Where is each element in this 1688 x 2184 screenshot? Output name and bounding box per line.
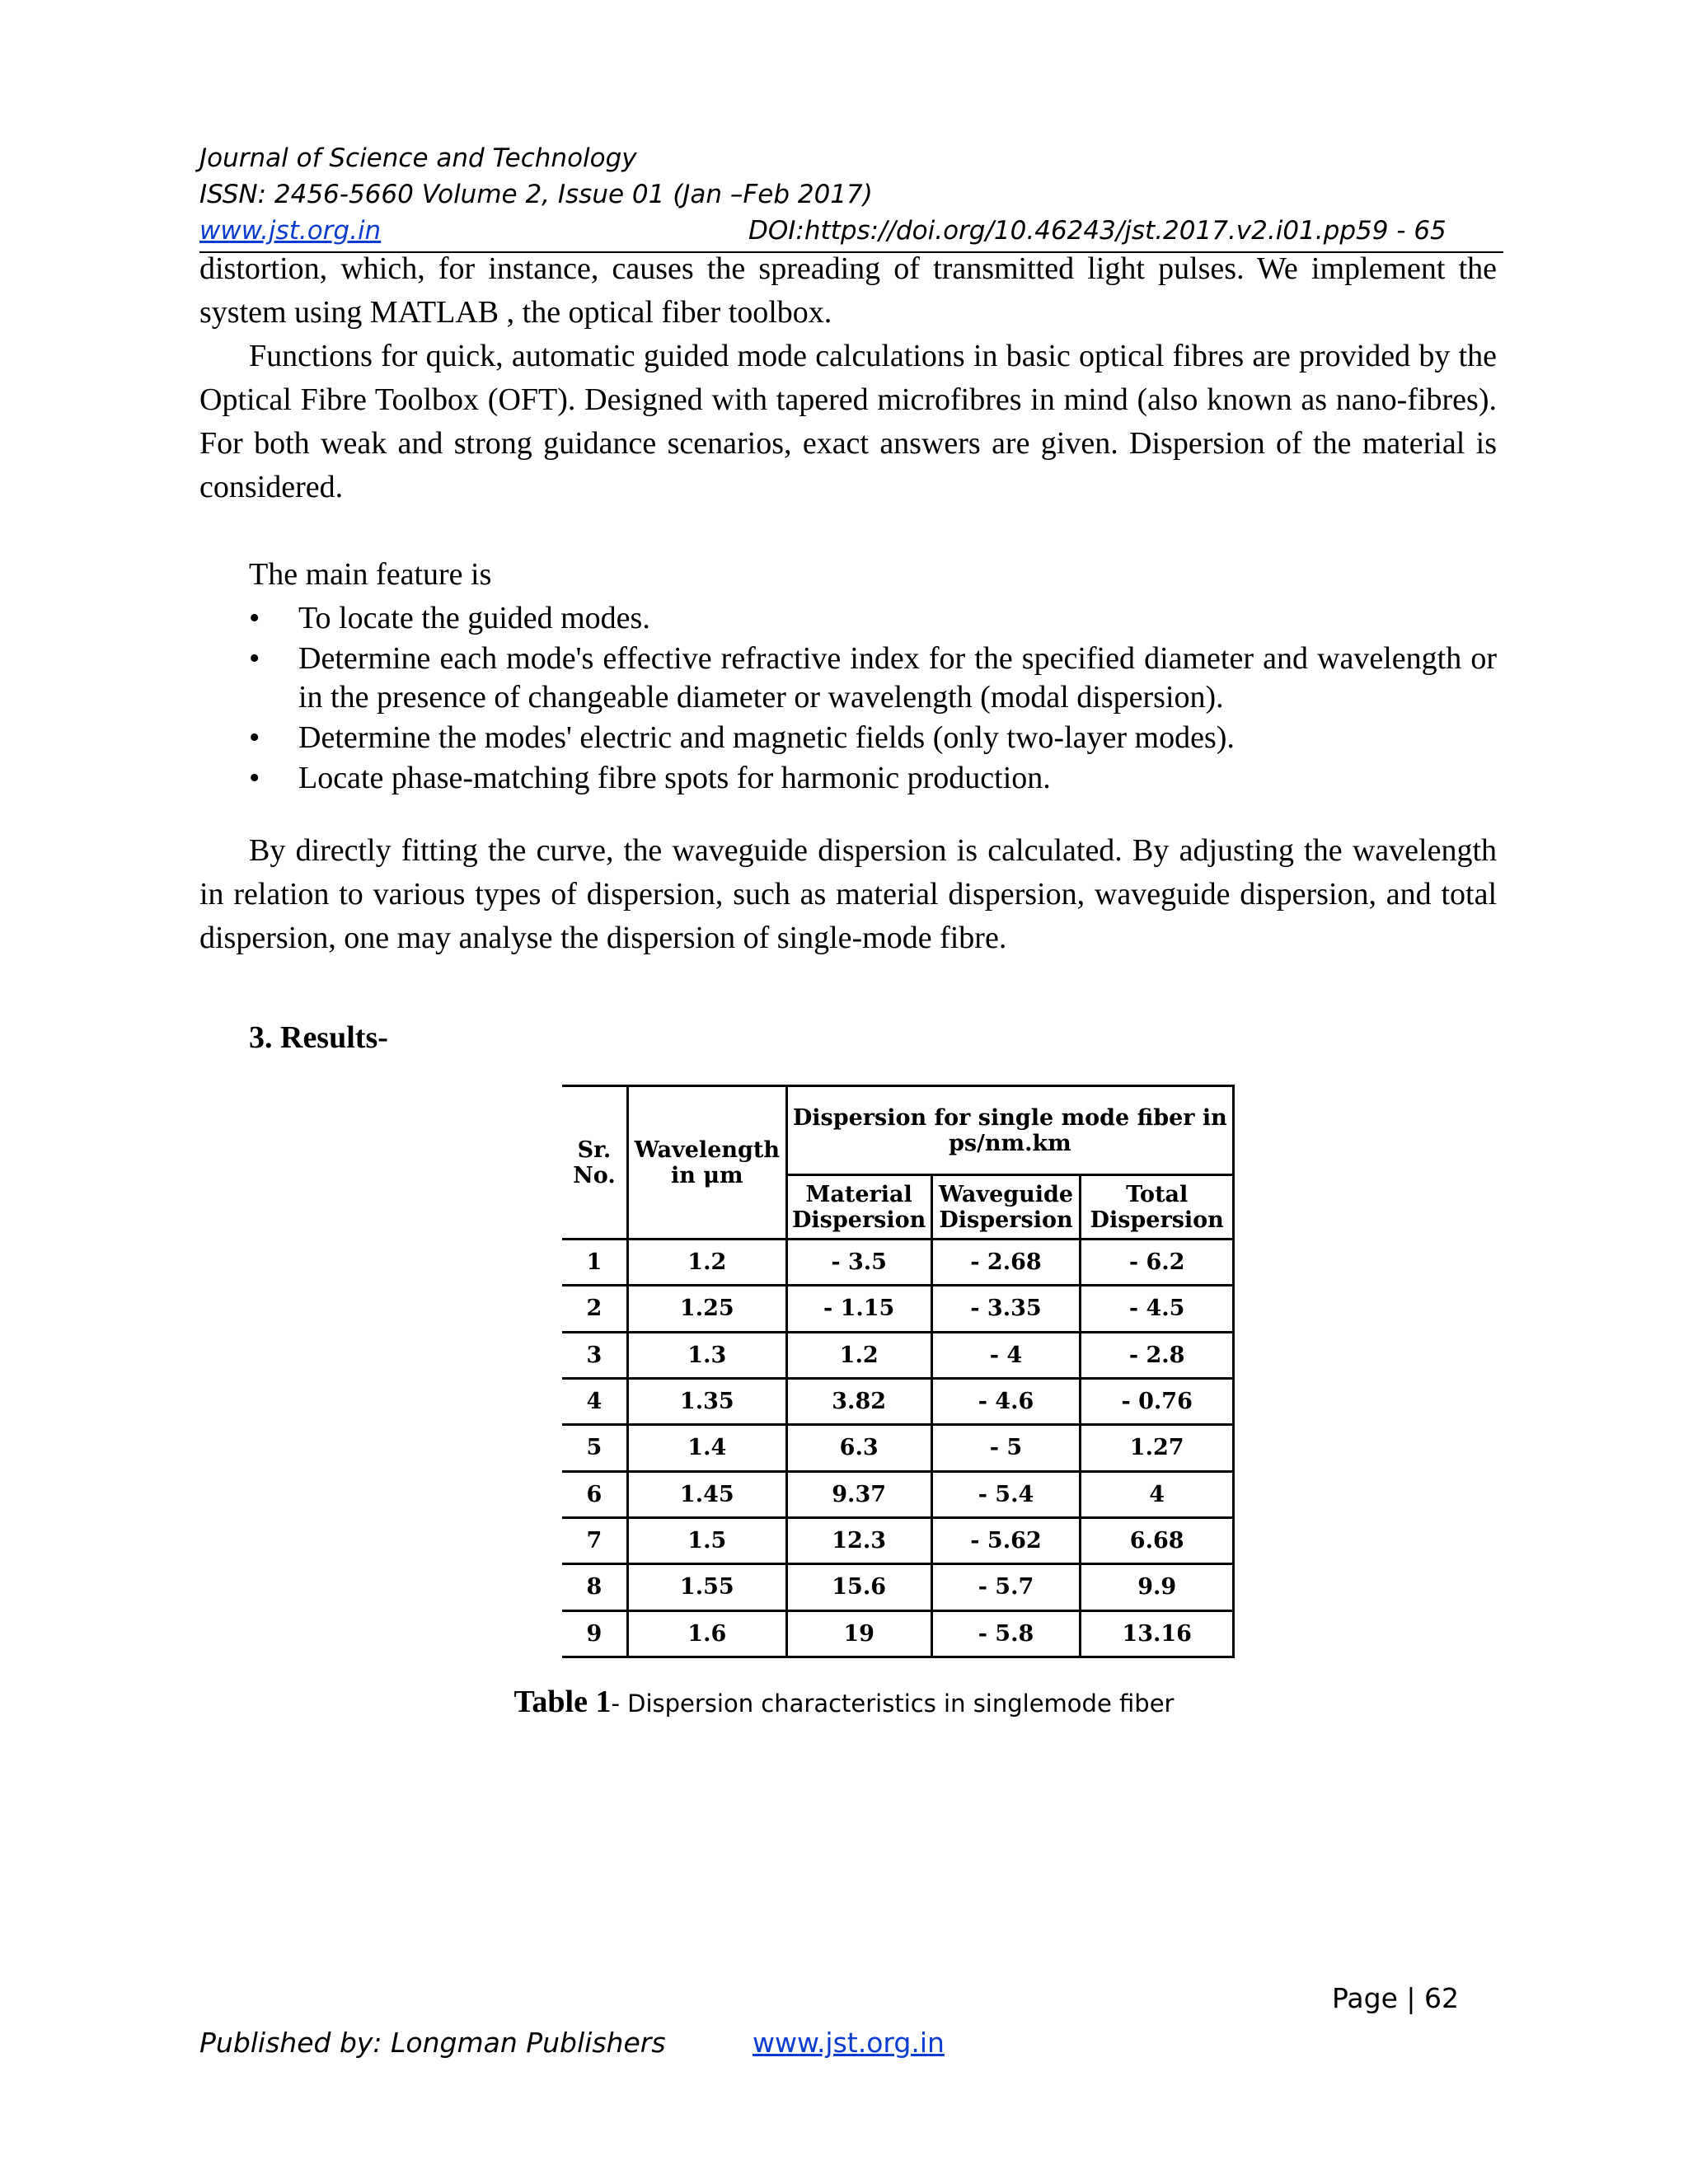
table-row: [562, 1425, 1234, 1471]
cell-sr: 1: [562, 1240, 627, 1286]
cell-material: 15.6: [786, 1564, 931, 1610]
list-item: [199, 759, 1497, 798]
table-caption: [0, 1684, 1688, 1720]
cell-material: - 3.5: [786, 1240, 931, 1286]
page-number: Page | 62: [1332, 1982, 1459, 2014]
paragraph-2: Functions for quick, automatic guided mode calculations in basic optical fibres are provided by the Optical Fibre Toolbox (OFT). Designed with tapered microfibres in mind (also known as nano-fibres). For both weak and strong guidance scenarios, exact answers are given. Dispersion of the material is considered.: [199, 339, 1497, 504]
cell-sr: 6: [562, 1471, 627, 1517]
paragraph-1: distortion, which, for instance, causes the spreading of transmitted light pulses. We implement the system using MATLAB , the optical fiber toolbox.: [199, 251, 1497, 330]
cell-total: 13.16: [1081, 1610, 1234, 1657]
cell-waveguide: - 5: [931, 1425, 1081, 1471]
feature-intro: The main feature is: [249, 557, 492, 592]
cell-total: - 6.2: [1081, 1240, 1234, 1286]
bullet-icon: •: [249, 720, 260, 755]
cell-total: - 4.5: [1081, 1286, 1234, 1332]
cell-sr: 3: [562, 1332, 627, 1378]
cell-waveguide: - 3.35: [931, 1286, 1081, 1332]
cell-wavelength: 1.4: [627, 1425, 786, 1471]
list-item-text: To locate the guided modes.: [298, 601, 650, 635]
cell-material: 19: [786, 1610, 931, 1657]
header-material-dispersion: Material Dispersion: [786, 1175, 931, 1240]
header-sr-no: Sr. No.: [562, 1086, 627, 1240]
cell-wavelength: 1.55: [627, 1564, 786, 1610]
cell-total: - 2.8: [1081, 1332, 1234, 1378]
list-item: [199, 719, 1497, 757]
header-wavelength: Wavelength in μm: [627, 1086, 786, 1240]
cell-waveguide: - 4: [931, 1332, 1081, 1378]
cell-material: - 1.15: [786, 1286, 931, 1332]
section-heading-results: 3. Results-: [249, 1020, 388, 1055]
cell-material: 12.3: [786, 1517, 931, 1563]
table-row: [562, 1610, 1234, 1657]
cell-wavelength: 1.2: [627, 1240, 786, 1286]
cell-total: 1.27: [1081, 1425, 1234, 1471]
bullet-icon: •: [249, 601, 260, 635]
cell-waveguide: - 5.8: [931, 1610, 1081, 1657]
cell-material: 3.82: [786, 1378, 931, 1424]
header-dispersion-group: Dispersion for single mode fiber in ps/nm.km: [786, 1086, 1233, 1175]
cell-waveguide: - 4.6: [931, 1378, 1081, 1424]
table-row: [562, 1332, 1234, 1378]
header-doi: DOI:https://doi.org/10.46243/jst.2017.v2.i01.pp59 - 65: [748, 216, 1447, 246]
cell-material: 9.37: [786, 1471, 931, 1517]
table-row: [562, 1564, 1234, 1610]
cell-wavelength: 1.35: [627, 1378, 786, 1424]
cell-wavelength: 1.3: [627, 1332, 786, 1378]
dispersion-table: [562, 1085, 1235, 1658]
table-row: [562, 1286, 1234, 1332]
footer-website-link[interactable]: www.jst.org.in: [753, 2027, 945, 2059]
table-caption-text: - Dispersion characteristics in singlemode fiber: [611, 1690, 1175, 1718]
table-row: [562, 1240, 1234, 1286]
cell-material: 6.3: [786, 1425, 931, 1471]
header-total-dispersion: Total Dispersion: [1081, 1175, 1234, 1240]
cell-material: 1.2: [786, 1332, 931, 1378]
table-row: [562, 1471, 1234, 1517]
journal-issn: ISSN: 2456-5660 Volume 2, Issue 01 (Jan –Feb 2017): [199, 180, 873, 209]
cell-waveguide: - 2.68: [931, 1240, 1081, 1286]
cell-total: 4: [1081, 1471, 1234, 1517]
cell-sr: 9: [562, 1610, 627, 1657]
cell-wavelength: 1.25: [627, 1286, 786, 1332]
cell-total: 9.9: [1081, 1564, 1234, 1610]
cell-wavelength: 1.45: [627, 1471, 786, 1517]
cell-wavelength: 1.5: [627, 1517, 786, 1563]
journal-title: Journal of Science and Technology: [199, 143, 637, 173]
feature-list: [199, 599, 1497, 799]
cell-sr: 4: [562, 1378, 627, 1424]
cell-total: - 0.76: [1081, 1378, 1234, 1424]
header-website-link[interactable]: www.jst.org.in: [199, 216, 382, 246]
cell-total: 6.68: [1081, 1517, 1234, 1563]
table-row: [562, 1517, 1234, 1563]
cell-sr: 2: [562, 1286, 627, 1332]
cell-waveguide: - 5.4: [931, 1471, 1081, 1517]
list-item-text: Locate phase-matching fibre spots for harmonic production.: [298, 761, 1051, 795]
list-item: [199, 640, 1497, 717]
cell-waveguide: - 5.7: [931, 1564, 1081, 1610]
bullet-icon: •: [249, 761, 260, 795]
table-caption-label: Table 1: [513, 1685, 612, 1719]
cell-sr: 8: [562, 1564, 627, 1610]
cell-sr: 5: [562, 1425, 627, 1471]
footer-publisher: Published by: Longman Publishers: [199, 2027, 666, 2059]
table-row: [562, 1378, 1234, 1424]
list-item: [199, 599, 1497, 638]
cell-waveguide: - 5.62: [931, 1517, 1081, 1563]
list-item-text: Determine the modes' electric and magnetic fields (only two-layer modes).: [298, 720, 1235, 755]
cell-wavelength: 1.6: [627, 1610, 786, 1657]
bullet-icon: •: [249, 641, 260, 676]
list-item-text: Determine each mode's effective refractive index for the specified diameter and wavelength or in the presence of changeable diameter or wavelength (modal dispersion).: [298, 641, 1497, 715]
header-waveguide-dispersion: Waveguide Dispersion: [931, 1175, 1081, 1240]
cell-sr: 7: [562, 1517, 627, 1563]
paragraph-3: By directly fitting the curve, the waveguide dispersion is calculated. By adjusting the wavelength in relation to various types of dispersion, such as material dispersion, waveguide dispersion, and total dispersion, one may analyse the dispersion of single-mode fibre.: [199, 833, 1497, 955]
